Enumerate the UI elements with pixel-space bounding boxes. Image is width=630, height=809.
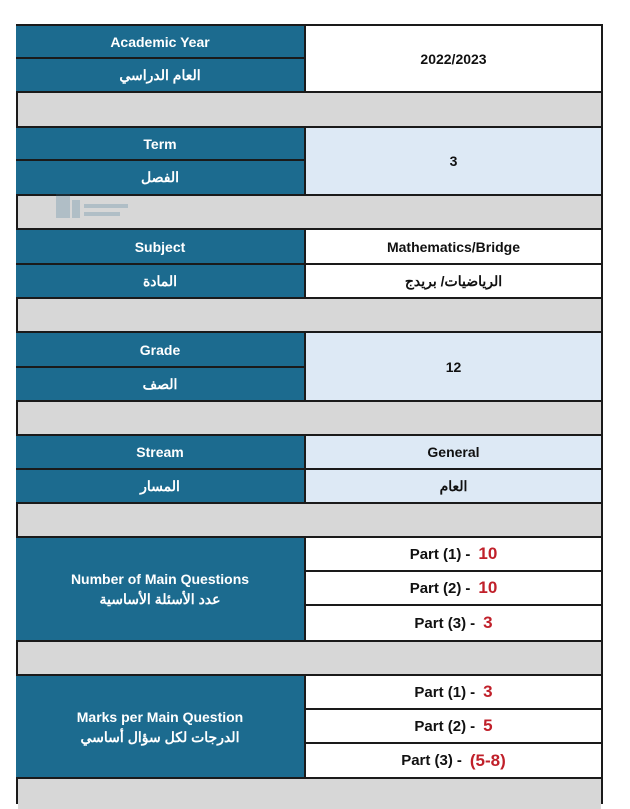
marks-part-1: [306, 676, 601, 708]
separator: -: [465, 579, 471, 597]
separator: -: [470, 614, 476, 632]
part-label: Part (2): [409, 579, 462, 597]
spacer-row: [18, 299, 601, 331]
label-text: الدرجات لكل سؤال أساسي: [80, 728, 240, 745]
spacer-row: [18, 93, 601, 126]
part-value: 5: [483, 716, 493, 735]
academic-year-label-ar: [16, 59, 304, 91]
questions-part-1: [306, 538, 601, 570]
part-label: Part (2): [414, 717, 467, 735]
spacer-row: [18, 779, 601, 809]
separator: -: [470, 717, 476, 735]
part-label: Part (1): [414, 683, 467, 701]
academic-year-label-en: [16, 26, 304, 57]
subject-value-ar: [306, 265, 601, 297]
label-text: Number of Main Questions: [70, 571, 250, 587]
spacer-row: [18, 642, 601, 674]
stream-value-ar: [306, 470, 601, 502]
subject-label-ar: [16, 265, 304, 297]
value-text: Mathematics/Bridge: [386, 238, 521, 255]
separator: -: [470, 683, 476, 701]
watermark-logo-icon: [52, 186, 132, 226]
value-text: General: [427, 444, 480, 460]
label-text: عدد الأسئلة الأساسية: [99, 591, 221, 607]
academic-year-value: [306, 26, 601, 91]
questions-part-2: [306, 572, 601, 604]
stream-label-ar: [16, 470, 304, 502]
part-label: Part (3): [401, 752, 453, 769]
questions-part-3: [306, 606, 601, 640]
label-text: Stream: [136, 444, 184, 460]
questions-label: [16, 538, 304, 640]
value-text: 3: [449, 153, 458, 169]
part-label: Part (1): [409, 545, 462, 563]
label-text: العام الدراسي: [119, 66, 201, 83]
value-text: 12: [445, 358, 462, 375]
label-text: الفصل: [141, 169, 179, 185]
marks-part-2: [306, 710, 601, 742]
value-text: 2022/2023: [420, 50, 487, 67]
subject-label-en: [16, 230, 304, 263]
part-value: (5-8): [469, 750, 506, 770]
exam-info-table: [16, 24, 603, 804]
label-text: Grade: [139, 341, 181, 358]
grade-label-ar: [16, 368, 304, 400]
separator: -: [456, 752, 462, 769]
marks-part-3: [306, 744, 601, 777]
value-text: العام: [439, 477, 468, 494]
term-label-en: [16, 128, 304, 159]
part-value: 3: [483, 613, 493, 632]
label-text: Subject: [134, 238, 186, 255]
stream-value-en: [306, 436, 601, 468]
label-text: المادة: [142, 272, 178, 289]
part-value: 10: [478, 544, 498, 563]
label-text: المسار: [140, 477, 180, 494]
label-text: الصف: [142, 375, 178, 392]
grade-value: [306, 333, 601, 400]
marks-label: [16, 676, 304, 777]
label-text: Marks per Main Question: [76, 708, 244, 725]
spacer-row: [18, 402, 601, 434]
grade-label-en: [16, 333, 304, 366]
value-text: الرياضيات/ بريدج: [404, 272, 503, 289]
part-label: Part (3): [414, 614, 467, 632]
term-value: [306, 128, 601, 194]
part-value: 10: [478, 578, 498, 597]
spacer-row: [18, 504, 601, 536]
label-text: Term: [143, 135, 177, 152]
subject-value-en: [306, 230, 601, 263]
part-value: 3: [483, 682, 493, 701]
stream-label-en: [16, 436, 304, 468]
separator: -: [465, 545, 471, 563]
label-text: Academic Year: [110, 33, 210, 50]
